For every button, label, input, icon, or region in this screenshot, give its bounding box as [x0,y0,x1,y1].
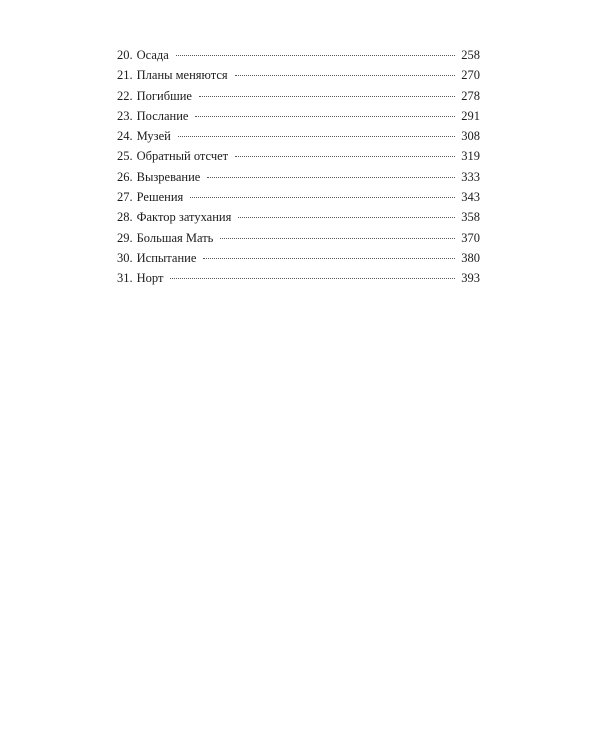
chapter-number: 25. [117,149,133,164]
toc-entry [117,231,480,251]
dot-leader [170,278,455,279]
chapter-number: 23. [117,108,133,123]
chapter-title: Вызревание [136,169,201,184]
dot-leader [199,96,455,97]
toc-entry [117,48,480,68]
chapter-title: Норт [136,271,164,286]
chapter-number: 27. [117,190,133,205]
chapter-number: 21. [117,68,133,83]
chapter-title: Фактор затухания [136,210,232,225]
toc-entry [117,251,480,271]
page-number: 380 [461,250,480,265]
chapter-number: 22. [117,88,133,103]
page-number: 291 [461,108,480,123]
chapter-title: Послание [136,108,189,123]
dot-leader [235,156,455,157]
page-number: 308 [461,129,480,144]
toc-entry [117,68,480,88]
page-number: 270 [461,68,480,83]
toc-entry [117,129,480,149]
dot-leader [235,75,456,76]
dot-leader [238,217,455,218]
toc-entry [117,170,480,190]
page-number: 358 [461,210,480,225]
toc-entry [117,210,480,230]
dot-leader [178,136,455,137]
chapter-title: Испытание [136,250,197,265]
chapter-number: 24. [117,129,133,144]
dot-leader [176,55,455,56]
chapter-number: 20. [117,48,133,62]
page-number: 393 [461,271,480,286]
dot-leader [220,238,455,239]
chapter-title: Музей [136,129,171,144]
dot-leader [207,177,455,178]
page-number: 278 [461,88,480,103]
toc-entry [117,109,480,129]
page-number: 370 [461,230,480,245]
page-number: 333 [461,169,480,184]
page-number: 258 [461,48,480,62]
toc-entry [117,271,480,291]
chapter-title: Решения [136,190,184,205]
chapter-title: Обратный отсчет [136,149,229,164]
chapter-number: 31. [117,271,133,286]
dot-leader [203,258,455,259]
chapter-number: 30. [117,250,133,265]
toc-entry [117,190,480,210]
page-number: 343 [461,190,480,205]
chapter-title: Планы меняются [136,68,228,83]
toc-entry [117,149,480,169]
chapter-title: Погибшие [136,88,192,103]
table-of-contents [117,48,480,292]
chapter-number: 26. [117,169,133,184]
chapter-number: 28. [117,210,133,225]
dot-leader [190,197,455,198]
toc-entry [117,89,480,109]
chapter-number: 29. [117,230,133,245]
chapter-title: Большая Мать [136,230,214,245]
page-number: 319 [461,149,480,164]
dot-leader [195,116,455,117]
chapter-title: Осада [136,48,169,62]
